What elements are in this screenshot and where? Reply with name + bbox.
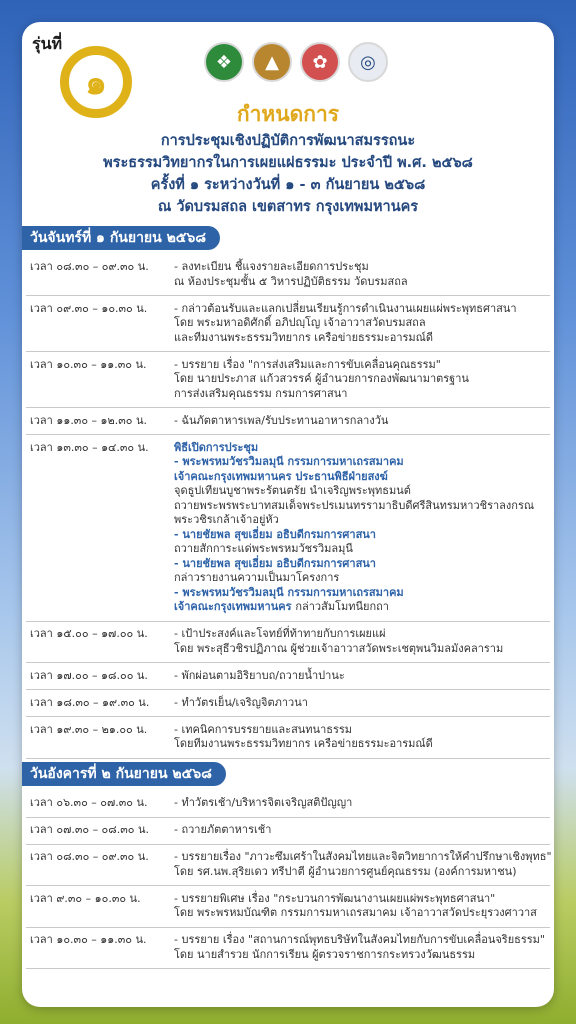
schedule-details [174,627,554,656]
row-divider [26,407,550,408]
row-divider [26,662,550,663]
schedule-details [174,933,554,962]
logo-emblem-red-icon: ✿ [300,42,340,82]
row-divider [26,295,550,296]
row-divider [26,716,550,717]
row-divider [26,689,550,690]
schedule-detail-line: โดย นายสำรวย นักการเรียน ผู้ตรวจราชการกระทรวงวัฒนธรรม [174,947,476,961]
schedule-time: เวลา ๙.๓๐ – ๑๐.๓๐ น. [30,891,141,905]
schedule-time: เวลา ๑๓.๓๐ – ๑๔.๓๐ น. [30,440,149,454]
batch-label: รุ่นที่ [32,34,63,53]
schedule-time: เวลา ๐๘.๓๐ – ๐๙.๓๐ น. [30,850,149,863]
schedule-detail-line: - พระพรหมวัชรวิมลมุนี กรรมการมหาเถรสมาคม [174,585,404,599]
schedule-row [22,823,554,845]
day1-banner: วันจันทร์ที่ ๑ กันยายน ๒๕๖๘ [22,226,220,250]
row-divider [26,434,550,435]
row-divider [26,621,550,622]
schedule-detail-line: เจ้าคณะกรุงเทพมหานคร ประธานพิธีฝ่ายสงฆ์ [174,469,388,483]
schedule-details [174,260,554,289]
schedule-detail-line: - บรรยายเรื่อง "ภาวะซึมเศร้าในสังคมไทยและจิตวิทยาการให้คำปรึกษาเชิงพุทธ" [174,850,552,863]
schedule-detail-line: - กล่าวต้อนรับและแลกเปลี่ยนเรียนรู้การดำเนินงานเผยแผ่พระพุทธศาสนา [174,301,517,315]
schedule-detail-line: - พระพรหมวัชรวิมลมุนี กรรมการมหาเถรสมาคม [174,455,404,468]
logo-row [204,42,388,82]
schedule-time: เวลา ๑๑.๓๐ – ๑๒.๓๐ น. [30,413,148,427]
schedule-detail-line: โดย พระพรหมบัณฑิต กรรมการมหาเถรสมาคม เจ้าอาวาสวัดประยุรวงศาวาส [174,906,537,919]
schedule-detail-segment: เจ้าคณะกรุงเทพมหานคร [174,600,296,613]
schedule-detail-line: โดย พระมหาอดิศักดิ์ อภิปญฺโญ เจ้าอาวาสวัดบรมสถล [174,316,426,329]
schedule-row [22,933,554,969]
schedule-details [174,796,554,811]
schedule-detail-line: และทีมงานพระธรรมวิทยากร เครือข่ายธรรมะอารมณ์ดี [174,330,434,344]
schedule-detail-line [174,600,554,615]
schedule-row [22,260,554,296]
schedule-detail-line: การส่งเสริมคุณธรรม กรมการศาสนา [174,386,348,400]
schedule-detail-line: กล่าวรายงานความเป็นมาโครงการ [174,571,340,584]
row-divider [26,844,550,845]
schedule-detail-line: - บรรยาย เรื่อง "การส่งเสริมและการขับเคลื่อนคุณธรรม" [174,357,441,371]
schedule-time: เวลา ๑๗.๐๐ – ๑๘.๐๐ น. [30,668,148,682]
row-divider [26,758,550,759]
schedule-time: เวลา ๑๕.๐๐ – ๑๗.๐๐ น. [30,627,148,640]
schedule-time: เวลา ๐๙.๓๐ – ๑๐.๓๐ น. [30,301,148,315]
logo-emblem-temple-icon: ▲ [252,42,292,82]
schedule-detail-line: พระวชิรเกล้าเจ้าอยู่หัว [174,513,279,526]
schedule-detail-line: - เป้าประสงค์และโจทย์ที่ท้าทายกับการเผยแผ่ [174,627,386,640]
schedule-detail-line: - พักผ่อนตามอิริยาบถ/ถวายน้ำปานะ [174,668,345,682]
schedule-detail-line: - ทำวัตรเช้า/บริหารจิตเจริญสติปัญญา [174,796,353,809]
event-heading-line: ณ วัดบรมสถล เขตสาทร กรุงเทพมหานคร [157,199,419,215]
logo-emblem-green-icon: ❖ [204,42,244,82]
schedule-details [174,414,554,429]
day2-schedule [22,796,554,969]
schedule-time: เวลา ๑๙.๓๐ – ๒๑.๐๐ น. [30,722,148,736]
row-divider [26,968,550,969]
schedule-card [22,22,554,1007]
schedule-detail-line: - ทำวัตรเย็น/เจริญจิตภาวนา [174,695,308,709]
schedule-detail-line: ณ ห้องประชุมชั้น ๕ วิหารปฏิบัติธรรม วัดบรมสถล [174,274,408,288]
schedule-time: เวลา ๑๐.๓๐ – ๑๑.๓๐ น. [30,357,147,371]
schedule-detail-line: โดย รศ.นพ.สุริยเดว ทรีปาตี ผู้อำนวยการศูนย์คุณธรรม (องค์การมหาชน) [174,864,517,878]
schedule-row [22,302,554,353]
schedule-row [22,669,554,691]
schedule-detail-line: - เทคนิคการบรรยายและสนทนาธรรม [174,722,353,736]
schedule-details [174,696,554,711]
event-heading-line: ครั้งที่ ๑ ระหว่างวันที่ ๑ - ๓ กันยายน ๒๕๖๘ [150,177,426,193]
schedule-detail-line: - ฉันภัตตาหารเพล/รับประทานอาหารกลางวัน [174,413,389,427]
schedule-row [22,892,554,928]
row-divider [26,817,550,818]
schedule-details [174,892,554,921]
schedule-detail-line: โดย พระสุธีวชิรปฏิภาณ ผู้ช่วยเจ้าอาวาสวัดพระเชตุพนวิมลมังคลาราม [174,641,504,655]
day1-schedule [22,260,554,759]
schedule-detail-line: - นายชัยพล สุขเอี่ยม อธิบดีกรมการศาสนา [174,527,376,541]
row-divider [26,351,550,352]
schedule-detail-line: - บรรยายพิเศษ เรื่อง "กระบวนการพัฒนางานเผยแผ่พระพุทธศาสนา" [174,891,496,905]
schedule-row [22,441,554,622]
page-title: กำหนดการ [236,102,340,126]
schedule-row [22,696,554,718]
schedule-details [174,823,554,838]
logo-emblem-blue-icon: ◎ [348,42,388,82]
schedule-details [174,669,554,684]
schedule-details [174,850,554,879]
schedule-row [22,796,554,818]
schedule-details [174,723,554,752]
schedule-detail-line: โดยทีมงานพระธรรมวิทยากร เครือข่ายธรรมะอารมณ์ดี [174,737,433,750]
schedule-detail-line: - บรรยาย เรื่อง "สถานการณ์พุทธบริษัทในสังคมไทยกับการขับเคลื่อนจริยธรรม" [174,933,545,946]
schedule-time: เวลา ๑๐.๓๐ – ๑๑.๓๐ น. [30,933,147,946]
schedule-details [174,358,554,402]
schedule-detail-line: จุดธูปเทียนบูชาพระรัตนตรัย นำเจริญพระพุทธมนต์ [174,484,411,497]
day2-banner: วันอังคารที่ ๒ กันยายน ๒๕๖๘ [22,762,226,786]
schedule-time: เวลา ๐๗.๓๐ – ๐๘.๓๐ น. [30,823,150,836]
schedule-row [22,627,554,663]
schedule-row [22,850,554,886]
schedule-time: เวลา ๐๖.๓๐ – ๐๗.๓๐ น. [30,796,148,809]
event-heading-line: การประชุมเชิงปฏิบัติการพัฒนาสมรรถนะ [160,133,416,149]
schedule-detail-segment: กล่าวสัมโมทนียกถา [295,600,389,613]
schedule-details [174,441,554,615]
schedule-time: เวลา ๐๘.๓๐ – ๐๙.๓๐ น. [30,260,149,273]
schedule-row [22,414,554,436]
schedule-details [174,302,554,346]
schedule-detail-line: โดย นายประภาส แก้วสวรรค์ ผู้อำนวยการกองพัฒนามาตรฐาน [174,372,469,385]
event-heading [22,130,554,218]
schedule-detail-line: ถวายพระพรพระบาทสมเด็จพระปรเมนทรรามาธิบดีศรีสินทรมหาวชิราลงกรณ [174,498,535,512]
schedule-detail-line: พิธีเปิดการประชุม [174,440,259,454]
event-heading-line: พระธรรมวิทยากรในการเผยแผ่ธรรมะ ประจำปี พ.ศ. ๒๕๖๘ [103,155,473,171]
schedule-detail-line: ถวายสักการะแด่พระพรหมวัชรวิมลมุนี [174,542,353,555]
schedule-time: เวลา ๑๘.๓๐ – ๑๙.๓๐ น. [30,695,150,709]
row-divider [26,885,550,886]
row-divider [26,927,550,928]
batch-number: ๑ [85,63,107,103]
schedule-row [22,723,554,759]
schedule-row [22,358,554,409]
schedule-detail-line: - ถวายภัตตาหารเช้า [174,823,272,836]
schedule-detail-line: - ลงทะเบียน ชี้แจงรายละเอียดการประชุม [174,260,369,273]
schedule-detail-line: - นายชัยพล สุขเอี่ยม อธิบดีกรมการศาสนา [174,556,376,570]
